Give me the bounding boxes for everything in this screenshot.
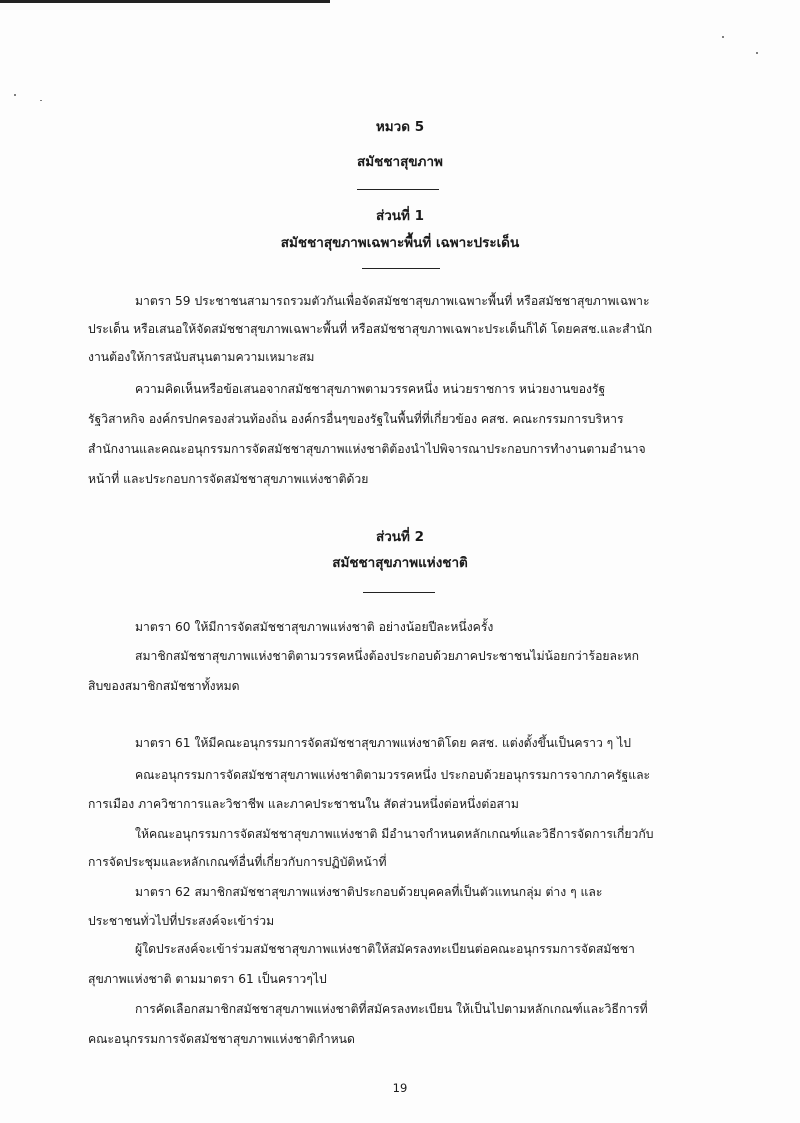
section-59-line-3: งานต้องให้การสนับสนุนตามความเหมาะสม [88,350,315,364]
scan-speck [722,36,724,38]
section-62-para-2-line-1: ผู้ใดประสงค์จะเข้าร่วมสมัชชาสุขภาพแห่งชาติให้สมัครลงทะเบียนต่อคณะอนุกรรมการจัดสมัชชา [135,942,635,956]
scan-speck [14,94,16,96]
part2-divider [363,592,435,593]
section-59-line-2: ประเด็น หรือเสนอให้จัดสมัชชาสุขภาพเฉพาะพื้นที่ หรือสมัชชาสุขภาพเฉพาะประเด็นก็ได้ โดยคสช.และสำนัก [88,322,653,336]
chapter-divider [357,189,439,190]
section-60-line-1: มาตรา 60 ให้มีการจัดสมัชชาสุขภาพแห่งชาติ อย่างน้อยปีละหนึ่งครั้ง [135,620,494,634]
section-60-para-2-line-2: สิบของสมาชิกสมัชชาทั้งหมด [88,679,240,693]
page-number: 19 [392,1081,408,1095]
part2-subtitle: สมัชชาสุขภาพแห่งชาติ [332,555,468,571]
section-62-para-3-line-1: การคัดเลือกสมาชิกสมัชชาสุขภาพแห่งชาติที่สมัครลงทะเบียน ให้เป็นไปตามหลักเกณฑ์และวิธีการที่ [135,1002,648,1016]
section-59-para-2-line-1: ความคิดเห็นหรือข้อเสนอจากสมัชชาสุขภาพตามวรรคหนึ่ง หน่วยราชการ หน่วยงานของรัฐ [135,382,606,396]
section-59-para-2-line-4: หน้าที่ และประกอบการจัดสมัชชาสุขภาพแห่งชาติด้วย [88,472,369,486]
section-59-line-1: มาตรา 59 ประชาชนสามารถรวมตัวกันเพื่อจัดสมัชชาสุขภาพเฉพาะพื้นที่ หรือสมัชชาสุขภาพเฉพาะ [135,294,650,308]
section-59-para-2-line-2: รัฐวิสาหกิจ องค์กรปกครองส่วนท้องถิ่น องค์กรอื่นๆของรัฐในพื้นที่ที่เกี่ยวข้อง คสช. คณะกรรมการบริหาร [88,412,624,426]
scan-speck [40,100,42,101]
section-61-para-3-line-1: ให้คณะอนุกรรมการจัดสมัชชาสุขภาพแห่งชาติ มีอำนาจกำหนดหลักเกณฑ์และวิธีการจัดการเกี่ยวกับ [135,827,654,841]
scan-speck [756,52,758,54]
section-61-para-3-line-2: การจัดประชุมและหลักเกณฑ์อื่นที่เกี่ยวกับการปฏิบัติหน้าที่ [88,855,387,869]
section-61-line-1: มาตรา 61 ให้มีคณะอนุกรรมการจัดสมัชชาสุขภาพแห่งชาติโดย คสช. แต่งตั้งขึ้นเป็นคราว ๆ ไป [135,736,631,750]
chapter-title: หมวด 5 [375,119,425,135]
part1-subtitle: สมัชชาสุขภาพเฉพาะพื้นที่ เฉพาะประเด็น [280,235,520,251]
section-62-line-1: มาตรา 62 สมาชิกสมัชชาสุขภาพแห่งชาติประกอบด้วยบุคคลที่เป็นตัวแทนกลุ่ม ต่าง ๆ และ [135,885,603,899]
chapter-subtitle: สมัชชาสุขภาพ [357,154,443,170]
section-62-para-3-line-2: คณะอนุกรรมการจัดสมัชชาสุขภาพแห่งชาติกำหนด [88,1032,355,1046]
section-61-para-2-line-1: คณะอนุกรรมการจัดสมัชชาสุขภาพแห่งชาติตามวรรคหนึ่ง ประกอบด้วยอนุกรรมการจากภาครัฐและ [135,768,651,782]
part1-divider [362,268,440,269]
section-62-line-2: ประชาชนทั่วไปที่ประสงค์จะเข้าร่วม [88,914,275,928]
section-62-para-2-line-2: สุขภาพแห่งชาติ ตามมาตรา 61 เป็นคราวๆไป [88,972,327,986]
part2-title: ส่วนที่ 2 [375,529,425,545]
part1-title: ส่วนที่ 1 [375,208,425,224]
top-edge-rule [0,0,330,3]
section-60-para-2-line-1: สมาชิกสมัชชาสุขภาพแห่งชาติตามวรรคหนึ่งต้องประกอบด้วยภาคประชาชนไม่น้อยกว่าร้อยละหก [135,649,639,663]
section-59-para-2-line-3: สำนักงานและคณะอนุกรรมการจัดสมัชชาสุขภาพแห่งชาติต้องนำไปพิจารณาประกอบการทำงานตามอำนาจ [88,442,646,456]
section-61-para-2-line-2: การเมือง ภาควิชาการและวิชาชีพ และภาคประชาชนใน สัดส่วนหนึ่งต่อหนึ่งต่อสาม [88,797,519,811]
